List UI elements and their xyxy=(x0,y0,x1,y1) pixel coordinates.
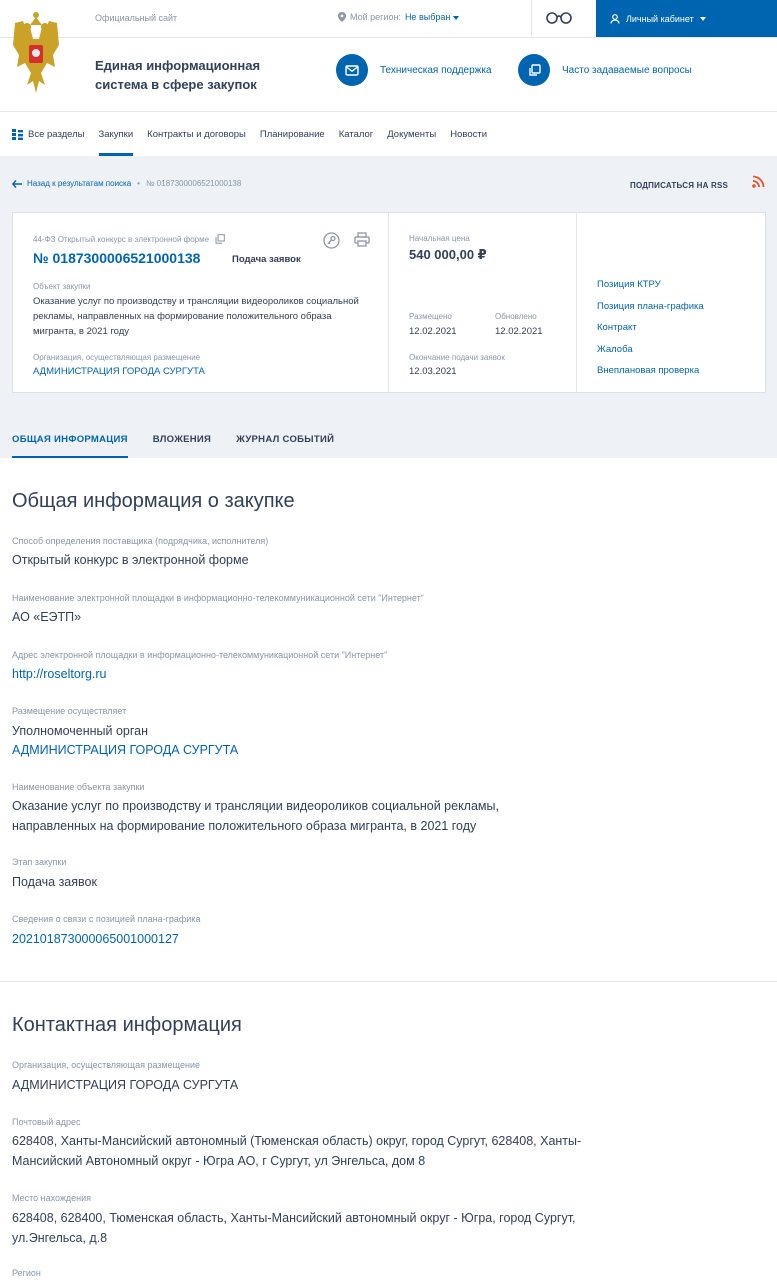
placer-org-link[interactable]: АДМИНИСТРАЦИЯ ГОРОДА СУРГУТА xyxy=(12,743,239,757)
copy-icon xyxy=(518,54,550,86)
nav-item-contracts[interactable] xyxy=(147,112,246,156)
object-label: Объект закупки xyxy=(33,282,91,291)
rss-subscribe-link[interactable]: ПОДПИСАТЬСЯ НА RSS xyxy=(630,181,729,190)
nav-item-label: Все разделы xyxy=(28,128,85,140)
divider xyxy=(388,213,389,392)
purchase-stage: Подача заявок xyxy=(232,254,301,265)
official-site-label: Официальный сайт xyxy=(95,13,178,23)
nav-item-label: Каталог xyxy=(338,128,374,140)
mail-icon xyxy=(336,54,368,86)
user-icon xyxy=(610,14,620,24)
unscheduled-check-link[interactable]: Внеплановая проверка xyxy=(597,365,700,377)
rss-icon[interactable] xyxy=(752,175,765,188)
nav-item-planning[interactable] xyxy=(260,112,325,156)
contact-org-value: АДМИНИСТРАЦИЯ ГОРОДА СУРГУТА xyxy=(12,1078,239,1092)
plan-position-link[interactable]: Позиция плана-графика xyxy=(597,300,704,312)
postal-address-label: Почтовый адрес xyxy=(12,1117,81,1127)
end-label: Окончание подачи заявок xyxy=(409,353,505,362)
arrow-left-icon xyxy=(12,180,22,188)
nav-item-catalog[interactable] xyxy=(339,112,374,156)
contact-info-title: Контактная информация xyxy=(12,1014,242,1036)
general-info-title: Общая информация о закупке xyxy=(12,490,295,512)
faq-link[interactable] xyxy=(518,54,692,86)
updated-value: 12.02.2021 xyxy=(495,326,543,337)
end-value: 12.03.2021 xyxy=(409,366,457,377)
top-bar xyxy=(0,0,777,37)
purchase-card xyxy=(12,212,766,393)
price-label: Начальная цена xyxy=(409,234,470,243)
nav-item-all-sections[interactable] xyxy=(12,112,85,156)
card-actions xyxy=(323,232,370,249)
chevron-down-icon xyxy=(453,16,459,20)
tech-support-link[interactable] xyxy=(336,54,492,86)
contract-link[interactable]: Контракт xyxy=(597,322,637,334)
postal-address-line-2: Мансийский Автономный округ - Югра АО, г Сургут, ул Энгельса, дом 8 xyxy=(12,1154,426,1168)
faq-label: Часто задаваемые вопросы xyxy=(562,64,692,76)
tech-support-label: Техническая поддержка xyxy=(380,64,492,76)
object-name-line-1: Оказание услуг по производству и трансляции видеороликов социальной рекламы, xyxy=(12,799,499,813)
region-value[interactable]: Не выбран xyxy=(405,12,459,22)
object-name-line-2: направленных на формирование положительного образа мигранта, в 2021 году xyxy=(12,819,477,833)
region-field-label: Регион xyxy=(12,1268,41,1278)
related-links xyxy=(597,279,704,387)
breadcrumb-separator: • xyxy=(137,179,140,188)
plan-position-number-link[interactable]: 202101873000065001000127 xyxy=(12,932,179,946)
updated-label: Обновлено xyxy=(495,312,537,321)
purchase-number[interactable]: № 0187300006521000138 xyxy=(33,250,201,266)
nav-item-label: Новости xyxy=(450,128,488,140)
location-line-1: 628408, 628400, Тюменская область, Ханты-Мансийский автономный округ - Югра, город Сургут, xyxy=(12,1211,576,1225)
coat-of-arms-logo[interactable] xyxy=(11,11,61,95)
method-label: Способ определения поставщика (подрядчика, исполнителя) xyxy=(12,536,269,546)
copy-icon[interactable] xyxy=(215,234,225,244)
method-value: Открытый конкурс в электронной форме xyxy=(12,553,249,567)
platform-name-label: Наименование электронной площадки в информационно-телекоммуникационной сети "Интернет" xyxy=(12,593,424,603)
chevron-down-icon xyxy=(700,17,706,21)
complaint-link[interactable]: Жалоба xyxy=(597,343,633,355)
location-pin-icon xyxy=(338,12,346,22)
nav-item-label: Закупки xyxy=(98,128,134,140)
org-link[interactable]: АДМИНИСТРАЦИЯ ГОРОДА СУРГУТА xyxy=(33,366,205,377)
tab-event-log[interactable]: ЖУРНАЛ СОБЫТИЙ xyxy=(236,434,335,445)
nav-item-label: Документы xyxy=(387,128,437,140)
stage-value: Подача заявок xyxy=(12,875,97,889)
placer-label: Размещение осуществляет xyxy=(12,706,127,716)
posted-value: 12.02.2021 xyxy=(409,326,457,337)
platform-address-label: Адрес электронной площадки в информационно-телекоммуникационной сети "Интернет" xyxy=(12,650,388,660)
header-divider xyxy=(0,37,777,38)
main-nav xyxy=(12,112,501,156)
tab-attachments[interactable]: ВЛОЖЕНИЯ xyxy=(152,434,212,445)
ktru-position-link[interactable]: Позиция КТРУ xyxy=(597,279,661,290)
contact-org-label: Организация, осуществляющая размещение xyxy=(12,1060,200,1070)
nav-item-purchases[interactable] xyxy=(99,112,134,156)
glasses-icon[interactable] xyxy=(545,10,573,24)
section-divider xyxy=(0,981,777,982)
cabinet-label: Личный кабинет xyxy=(626,13,694,24)
postal-address-line-1: 628408, Ханты-Мансийский автономный (Тюменская область) округ, город Сургут, 628408, Ханты- xyxy=(12,1134,582,1148)
tab-general-info[interactable]: ОБЩАЯ ИНФОРМАЦИЯ xyxy=(12,424,128,458)
platform-name-value: АО «ЕЭТП» xyxy=(12,610,82,624)
law-type xyxy=(33,234,225,244)
platform-address-link[interactable]: http://roseltorg.ru xyxy=(12,667,107,681)
placer-type: Уполномоченный орган xyxy=(12,724,148,738)
tabs xyxy=(12,424,334,458)
region-label: Мой регион: xyxy=(350,12,401,22)
price-value: 540 000,00 ₽ xyxy=(409,247,487,262)
divider xyxy=(576,213,577,392)
key-icon[interactable] xyxy=(323,232,340,249)
back-label: Назад к результатам поиска xyxy=(27,179,132,188)
location-line-2: ул.Энгельса, д.8 xyxy=(12,1231,108,1245)
nav-item-documents[interactable] xyxy=(387,112,436,156)
region-selector[interactable] xyxy=(338,12,459,22)
law-type-label: 44-ФЗ Открытый конкурс в электронной форме xyxy=(33,234,210,244)
back-to-results-link[interactable] xyxy=(12,179,131,188)
plan-link-label: Сведения о связи с позицией плана-графика xyxy=(12,914,201,924)
org-label: Организация, осуществляющая размещение xyxy=(33,353,201,362)
object-value: Оказание услуг по производству и трансляции видеороликов социальной рекламы, направленных на формирование положительного образа мигранта, в 2021 году xyxy=(33,296,359,337)
object-name-label: Наименование объекта закупки xyxy=(12,782,145,792)
nav-item-label: Планирование xyxy=(259,128,325,140)
nav-item-label: Контракты и договоры xyxy=(147,128,246,140)
nav-item-news[interactable] xyxy=(450,112,487,156)
breadcrumb xyxy=(12,179,241,188)
location-label: Место нахождения xyxy=(12,1193,92,1203)
site-name[interactable]: Единая информационная система в сфере закупок xyxy=(95,58,261,92)
sections-grid-icon xyxy=(12,129,23,140)
posted-label: Размещено xyxy=(409,312,452,321)
breadcrumb-current: № 0187300006521000138 xyxy=(145,179,242,188)
print-icon[interactable] xyxy=(354,232,370,247)
personal-cabinet-button[interactable] xyxy=(596,0,777,37)
stage-label: Этап закупки xyxy=(12,857,67,867)
divider xyxy=(531,0,532,37)
